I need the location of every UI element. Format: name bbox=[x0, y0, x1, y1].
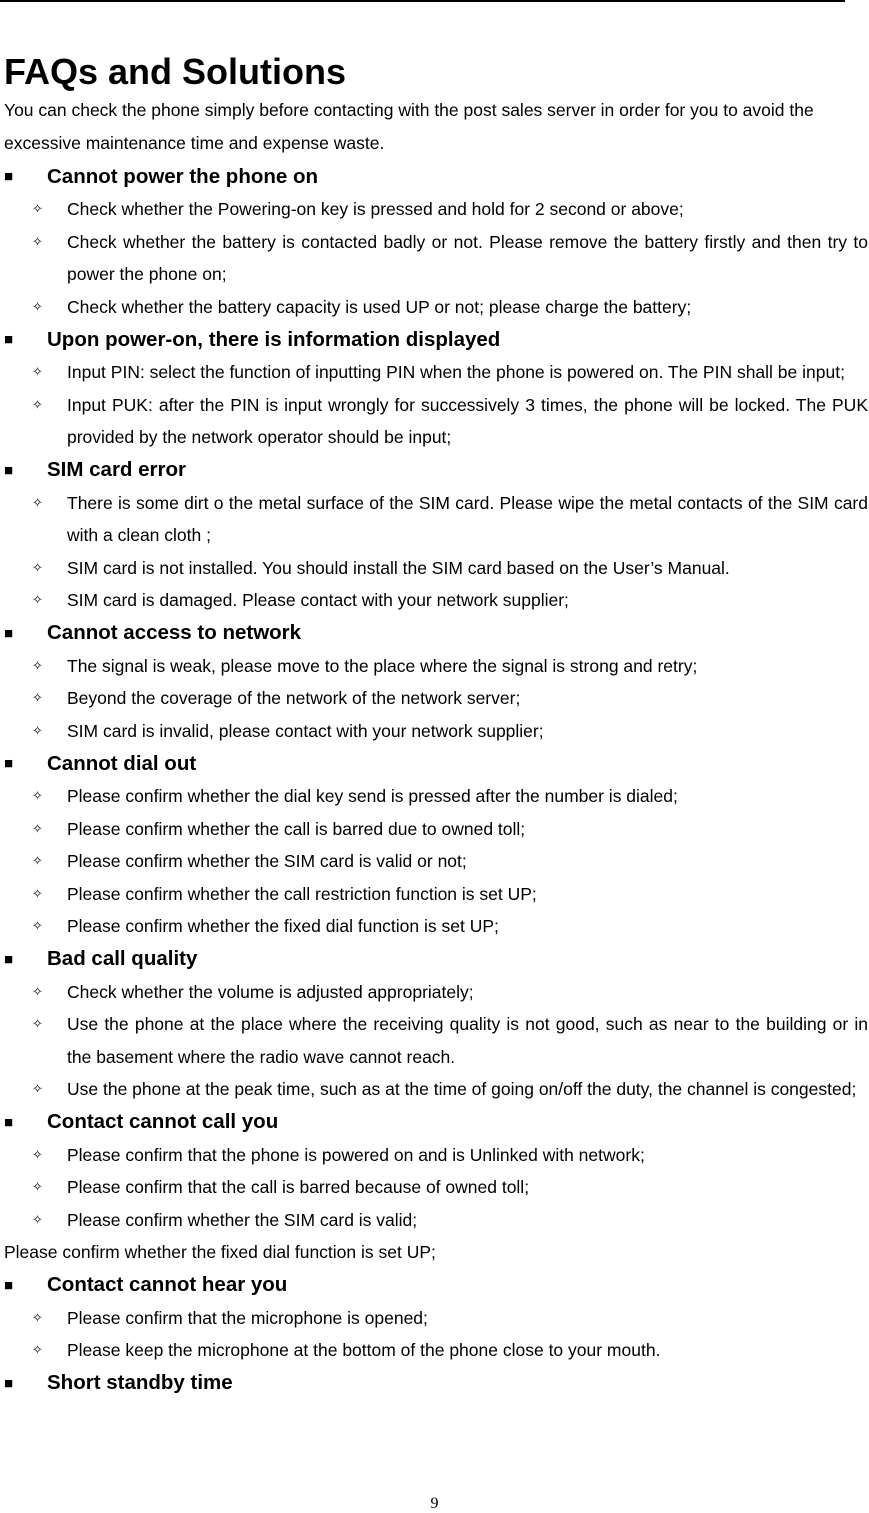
diamond-bullet-icon: ✧ bbox=[32, 233, 43, 249]
diamond-bullet-icon: ✧ bbox=[32, 201, 43, 216]
top-rule bbox=[0, 0, 845, 2]
list-item-text: Please confirm whether the fixed dial function is set UP; bbox=[67, 916, 499, 936]
section-heading-text: Contact cannot hear you bbox=[47, 1273, 288, 1296]
section-heading-text: Contact cannot call you bbox=[47, 1110, 279, 1133]
diamond-bullet-icon: ✧ bbox=[32, 690, 43, 705]
diamond-bullet-icon: ✧ bbox=[32, 494, 43, 510]
list-item bbox=[4, 715, 868, 748]
section-heading-text: SIM card error bbox=[47, 458, 186, 481]
list-item-text: Check whether the battery is contacted badly or not. Please remove the battery firstly and then try to power the phone on; bbox=[67, 231, 868, 284]
diamond-bullet-icon: ✧ bbox=[32, 820, 43, 836]
section-heading bbox=[4, 943, 868, 976]
list-item bbox=[4, 878, 868, 911]
list-item-text: Please confirm whether the call restriction function is set UP; bbox=[67, 883, 537, 904]
list-item bbox=[4, 487, 868, 552]
square-bullet-icon: ■ bbox=[4, 624, 14, 642]
list-item bbox=[4, 813, 868, 846]
list-item-text: Please confirm whether the SIM card is valid; bbox=[67, 1209, 418, 1230]
square-bullet-icon: ■ bbox=[4, 168, 14, 185]
diamond-bullet-icon: ✧ bbox=[32, 559, 43, 575]
diamond-bullet-icon: ✧ bbox=[32, 788, 43, 803]
page-number: 9 bbox=[430, 1495, 439, 1512]
section-heading bbox=[4, 1106, 868, 1139]
list-item bbox=[4, 650, 868, 683]
plain-text-line: Please confirm whether the fixed dial function is set UP; bbox=[4, 1242, 436, 1262]
list-item bbox=[4, 389, 868, 454]
list-item bbox=[4, 1008, 868, 1073]
list-item-text: Input PUK: after the PIN is input wrongly for successively 3 times, the phone will be locked. The PUK provided by the network operator should be input; bbox=[67, 394, 868, 447]
section-heading-text: Cannot dial out bbox=[47, 751, 197, 775]
square-bullet-icon: ■ bbox=[4, 1276, 14, 1294]
list-item-text: Use the phone at the place where the receiving quality is not good, such as near to the building or in the basement where the radio wave cannot reach. bbox=[67, 1014, 868, 1067]
list-item bbox=[4, 226, 868, 291]
list-item bbox=[4, 1139, 868, 1172]
diamond-bullet-icon: ✧ bbox=[32, 1211, 43, 1227]
diamond-bullet-icon: ✧ bbox=[32, 396, 43, 412]
diamond-bullet-icon: ✧ bbox=[32, 1146, 43, 1162]
list-item bbox=[4, 780, 868, 813]
list-item-text: Please confirm whether the dial key send is pressed after the number is dialed; bbox=[67, 786, 678, 806]
list-item-text: SIM card is damaged. Please contact with your network supplier; bbox=[67, 590, 569, 610]
diamond-bullet-icon: ✧ bbox=[32, 298, 43, 314]
diamond-bullet-icon: ✧ bbox=[32, 592, 43, 607]
faq-sections bbox=[4, 160, 868, 1400]
list-item-text: There is some dirt o the metal surface of the SIM card. Please wipe the metal contacts of the SIM card with a clean cloth ; bbox=[67, 492, 868, 545]
list-item bbox=[4, 193, 868, 226]
section-heading bbox=[4, 1367, 868, 1400]
section-heading bbox=[4, 454, 868, 487]
list-item bbox=[4, 1073, 868, 1106]
square-bullet-icon: ■ bbox=[4, 1113, 14, 1131]
list-item bbox=[4, 552, 868, 585]
diamond-bullet-icon: ✧ bbox=[32, 1342, 43, 1357]
list-item-text: Please confirm that the call is barred because of owned toll; bbox=[67, 1177, 530, 1197]
diamond-bullet-icon: ✧ bbox=[32, 1081, 43, 1096]
list-item bbox=[4, 682, 868, 715]
section-heading bbox=[4, 747, 868, 780]
diamond-bullet-icon: ✧ bbox=[32, 364, 43, 379]
section-heading-text: Short standby time bbox=[47, 1371, 233, 1394]
list-item-text: SIM card is not installed. You should install the SIM card based on the User’s Manual. bbox=[67, 557, 730, 578]
list-item-text: Please confirm whether the call is barred due to owned toll; bbox=[67, 818, 526, 839]
list-item bbox=[4, 356, 868, 389]
page-title: FAQs and Solutions bbox=[4, 51, 347, 92]
intro-paragraph: You can check the phone simply before contacting with the post sales server in order for you to avoid the excessive maintenance time and expense waste. bbox=[4, 100, 814, 153]
diamond-bullet-icon: ✧ bbox=[32, 983, 43, 999]
list-item-text: Check whether the Powering-on key is pressed and hold for 2 second or above; bbox=[67, 199, 684, 219]
diamond-bullet-icon: ✧ bbox=[32, 918, 43, 933]
list-item-text: Beyond the coverage of the network of the network server; bbox=[67, 688, 521, 708]
diamond-bullet-icon: ✧ bbox=[32, 853, 43, 868]
list-item bbox=[4, 1302, 868, 1335]
section-heading bbox=[4, 617, 868, 650]
section-heading bbox=[4, 323, 868, 356]
list-item bbox=[4, 845, 868, 878]
square-bullet-icon: ■ bbox=[4, 755, 14, 772]
list-item-text: Check whether the volume is adjusted appropriately; bbox=[67, 981, 474, 1002]
square-bullet-icon: ■ bbox=[4, 950, 14, 968]
list-item bbox=[4, 584, 868, 617]
list-item-text: Please confirm whether the SIM card is valid or not; bbox=[67, 851, 467, 871]
list-item-text: Please confirm that the microphone is opened; bbox=[67, 1307, 428, 1328]
list-item-text: Use the phone at the peak time, such as at the time of going on/off the duty, the channel is congested; bbox=[67, 1079, 857, 1099]
document-body bbox=[4, 50, 868, 1400]
section-heading-text: Cannot access to network bbox=[47, 621, 302, 644]
section-heading-text: Bad call quality bbox=[47, 947, 198, 970]
list-item-text: The signal is weak, please move to the place where the signal is strong and retry; bbox=[67, 655, 698, 676]
square-bullet-icon: ■ bbox=[4, 331, 14, 348]
square-bullet-icon: ■ bbox=[4, 461, 14, 479]
diamond-bullet-icon: ✧ bbox=[32, 1179, 43, 1194]
list-item-text: Check whether the battery capacity is used UP or not; please charge the battery; bbox=[67, 296, 692, 317]
diamond-bullet-icon: ✧ bbox=[32, 657, 43, 673]
list-item bbox=[4, 910, 868, 943]
diamond-bullet-icon: ✧ bbox=[32, 1309, 43, 1325]
list-item-text: Please keep the microphone at the bottom of the phone close to your mouth. bbox=[67, 1340, 661, 1360]
section-heading bbox=[4, 160, 868, 193]
diamond-bullet-icon: ✧ bbox=[32, 1016, 43, 1031]
diamond-bullet-icon: ✧ bbox=[32, 722, 43, 738]
list-item-text: Please confirm that the phone is powered on and is Unlinked with network; bbox=[67, 1144, 645, 1165]
list-item bbox=[4, 291, 868, 324]
section-heading-text: Cannot power the phone on bbox=[47, 164, 319, 188]
square-bullet-icon: ■ bbox=[4, 1374, 14, 1392]
list-item bbox=[4, 976, 868, 1009]
list-item bbox=[4, 1171, 868, 1204]
section-heading-text: Upon power-on, there is information displayed bbox=[47, 327, 501, 351]
list-item bbox=[4, 1334, 868, 1367]
diamond-bullet-icon: ✧ bbox=[32, 885, 43, 901]
list-item bbox=[4, 1204, 868, 1237]
list-item-text: Input PIN: select the function of inputting PIN when the phone is powered on. The PIN shall be input; bbox=[67, 362, 845, 382]
section-heading bbox=[4, 1269, 868, 1302]
list-item-text: SIM card is invalid, please contact with your network supplier; bbox=[67, 720, 544, 741]
